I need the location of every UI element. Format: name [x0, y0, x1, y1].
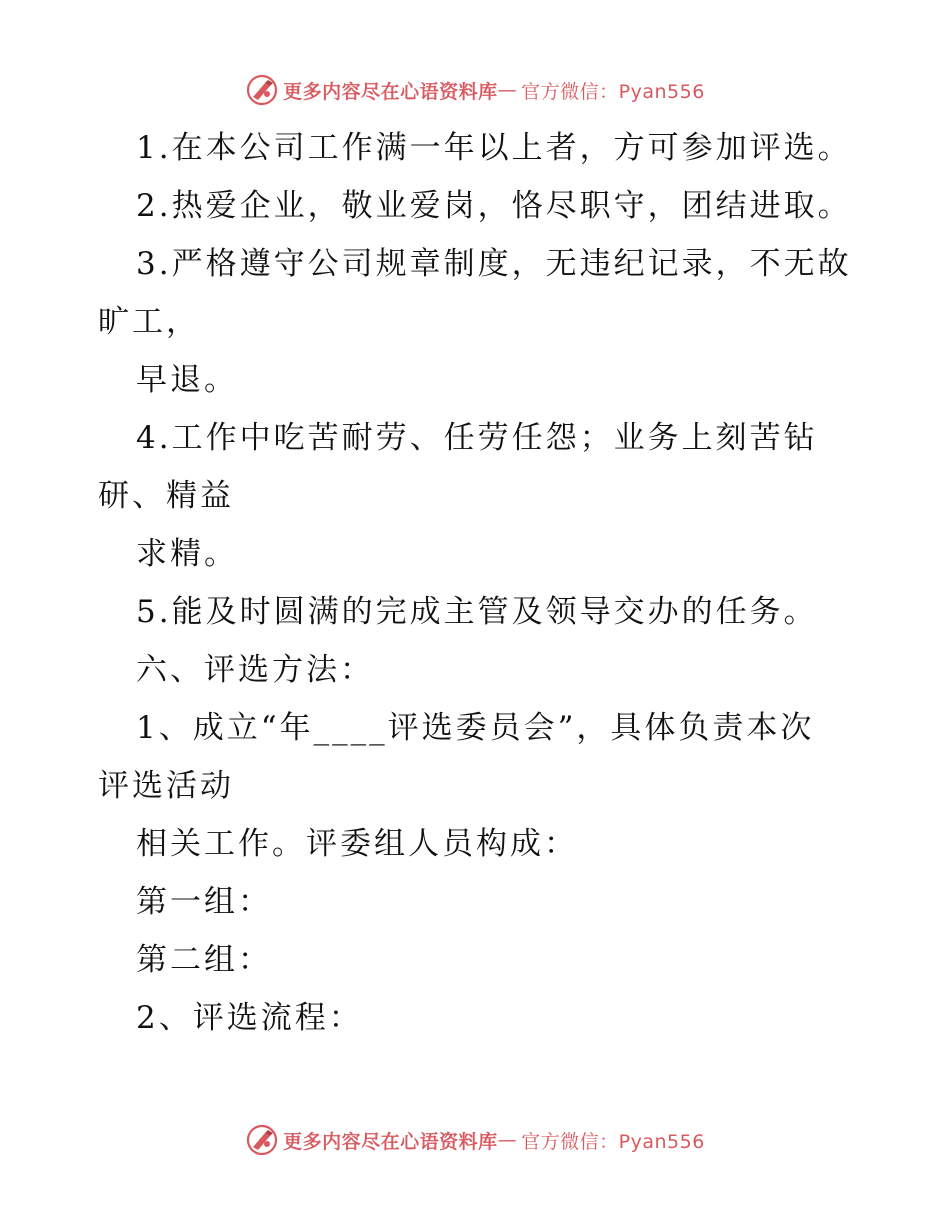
body-line: 研、精益: [98, 478, 234, 514]
banner-separator: —: [497, 79, 518, 101]
pen-nib-logo-icon: [245, 73, 279, 107]
body-line: 第一组：: [136, 884, 272, 920]
header-banner: [0, 70, 950, 110]
footer-banner: [0, 1120, 950, 1160]
body-line: 2.热爱企业，敬业爱岗，恪尽职守，团结进取。: [136, 188, 852, 224]
banner-wechat-text: 官方微信：Pyan556: [521, 80, 705, 103]
banner-brand-text: 更多内容尽在心语资料库: [283, 1130, 498, 1153]
body-line: 评选活动: [98, 768, 234, 804]
body-line: 1、成立“年____评选委员会”，具体负责本次: [136, 710, 815, 746]
body-line: 求精。: [136, 536, 238, 572]
body-line: 六、评选方法：: [136, 652, 374, 688]
body-line: 2、评选流程：: [136, 1000, 363, 1036]
body-line: 3.严格遵守公司规章制度，无违纪记录，不无故: [136, 246, 852, 282]
body-line: 旷工，: [98, 304, 200, 340]
banner-wechat-text: 官方微信：Pyan556: [521, 1130, 705, 1153]
body-line: 4.工作中吃苦耐劳、任劳任怨；业务上刻苦钻: [136, 420, 818, 456]
body-line: 5.能及时圆满的完成主管及领导交办的任务。: [136, 594, 818, 630]
banner-separator: —: [497, 1129, 518, 1151]
body-line: 1.在本公司工作满一年以上者，方可参加评选。: [136, 130, 852, 166]
pen-nib-logo-icon: [245, 1123, 279, 1157]
banner-brand-text: 更多内容尽在心语资料库: [283, 80, 498, 103]
body-line: 早退。: [136, 362, 238, 398]
body-line: 第二组：: [136, 942, 272, 978]
body-line: 相关工作。评委组人员构成：: [136, 826, 578, 862]
